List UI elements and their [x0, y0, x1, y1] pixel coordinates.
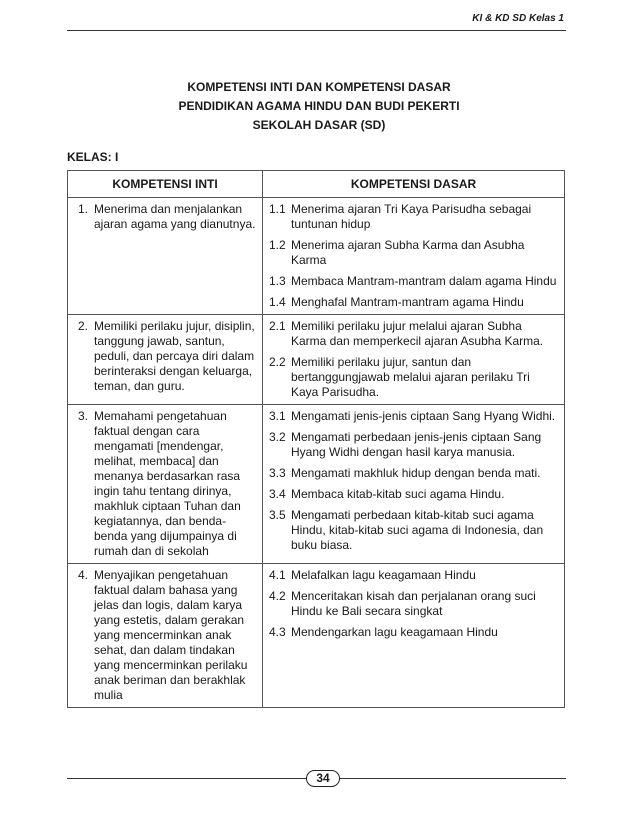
running-header: KI & KD SD Kelas 1	[472, 13, 564, 24]
ki-cell	[68, 315, 263, 405]
title-line-1: KOMPETENSI INTI DAN KOMPETENSI DASAR	[187, 80, 451, 94]
kd-item	[263, 319, 564, 349]
title-line-2: PENDIDIKAN AGAMA HINDU DAN BUDI PEKERTI	[178, 99, 460, 113]
kd-item	[263, 625, 564, 640]
kd-item	[263, 295, 564, 310]
table-row	[68, 315, 565, 405]
kd-item	[263, 568, 564, 583]
kd-number: 4.1	[269, 568, 286, 582]
page-number: 34	[306, 770, 340, 787]
kd-text: Menghafal Mantram-mantram agama Hindu	[291, 295, 524, 309]
kd-text: Memiliki perilaku jujur melalui ajaran Subha Karma dan memperkecil ajaran Asubha Karma.	[291, 319, 544, 348]
competency-table	[67, 170, 565, 708]
kd-text: Mengamati perbedaan kitab-kitab suci agama Hindu, kitab-kitab suci agama di Indonesia, dan buku biasa.	[291, 508, 544, 552]
header-ki: KOMPETENSI INTI	[68, 171, 263, 198]
kd-text: Menceritakan kisah dan perjalanan orang suci Hindu ke Bali secara singkat	[291, 589, 536, 618]
document-title	[0, 78, 638, 135]
ki-text: Memahami pengetahuan faktual dengan cara mengamati [mendengar, melihat, membaca] dan menanya berdasarkan rasa ingin tahu tentang dirinya, makhluk ciptaan Tuhan dan kegiatannya, dan benda-benda yang dijumpainya di rumah dan di sekolah	[94, 409, 241, 558]
kd-number: 1.3	[269, 274, 286, 288]
ki-cell	[68, 564, 263, 708]
kd-cell	[263, 564, 565, 708]
ki-text: Menyajikan pengetahuan faktual dalam bahasa yang jelas dan logis, dalam karya yang estetis, dalam gerakan yang mencerminkan anak sehat, dan dalam tindakan yang mencerminkan perilaku anak beriman dan berakhlak mulia	[94, 568, 248, 702]
kd-number: 3.5	[269, 508, 286, 522]
ki-number: 1.	[78, 202, 89, 216]
kd-item	[263, 589, 564, 619]
class-label: KELAS: I	[67, 150, 119, 164]
kd-item	[263, 274, 564, 289]
kd-item	[263, 355, 564, 400]
kd-cell	[263, 198, 565, 315]
kd-text: Mengamati jenis-jenis ciptaan Sang Hyang Widhi.	[291, 409, 556, 423]
table-header-row	[68, 171, 565, 198]
ki-text: Menerima dan menjalankan ajaran agama yang dianutnya.	[94, 202, 256, 231]
ki-cell	[68, 198, 263, 315]
kd-item	[263, 430, 564, 460]
ki-cell	[68, 405, 263, 564]
kd-item	[263, 238, 564, 268]
kd-text: Mendengarkan lagu keagamaan Hindu	[291, 625, 498, 639]
kd-text: Membaca kitab-kitab suci agama Hindu.	[291, 487, 505, 501]
kd-number: 1.4	[269, 295, 286, 309]
ki-number: 2.	[78, 319, 89, 333]
kd-item	[263, 202, 564, 232]
ki-number: 3.	[78, 409, 89, 423]
table-row	[68, 564, 565, 708]
kd-number: 3.1	[269, 409, 286, 423]
kd-item	[263, 466, 564, 481]
kd-cell	[263, 405, 565, 564]
kd-number: 1.2	[269, 238, 286, 252]
kd-item	[263, 487, 564, 502]
header-divider	[67, 30, 566, 31]
kd-item	[263, 508, 564, 553]
kd-number: 3.3	[269, 466, 286, 480]
table-row	[68, 198, 565, 315]
kd-text: Menerima ajaran Tri Kaya Parisudha sebagai tuntunan hidup	[291, 202, 532, 231]
kd-cell	[263, 315, 565, 405]
kd-text: Mengamati perbedaan jenis-jenis ciptaan Sang Hyang Widhi dengan hasil karya manusia.	[291, 430, 542, 459]
kd-text: Membaca Mantram-mantram dalam agama Hindu	[291, 274, 557, 288]
ki-text: Memiliki perilaku jujur, disiplin, tanggung jawab, santun, peduli, dan percaya diri dalam berinteraksi dengan keluarga, teman, dan guru.	[94, 319, 255, 393]
kd-text: Mengamati makhluk hidup dengan benda mati.	[291, 466, 541, 480]
kd-item	[263, 409, 564, 424]
kd-number: 4.3	[269, 625, 286, 639]
kd-number: 2.1	[269, 319, 286, 333]
kd-number: 2.2	[269, 355, 286, 369]
kd-number: 3.2	[269, 430, 286, 444]
ki-number: 4.	[78, 568, 89, 582]
table-row	[68, 405, 565, 564]
kd-number: 1.1	[269, 202, 286, 216]
kd-number: 4.2	[269, 589, 286, 603]
title-line-3: SEKOLAH DASAR (SD)	[252, 118, 386, 132]
kd-text: Melafalkan lagu keagamaan Hindu	[291, 568, 476, 582]
kd-text: Menerima ajaran Subha Karma dan Asubha Karma	[291, 238, 525, 267]
kd-text: Memiliki perilaku jujur, santun dan bertanggungjawab melalui ajaran perilaku Tri Kaya Parisudha.	[291, 355, 530, 399]
kd-number: 3.4	[269, 487, 286, 501]
header-kd: KOMPETENSI DASAR	[263, 171, 565, 198]
